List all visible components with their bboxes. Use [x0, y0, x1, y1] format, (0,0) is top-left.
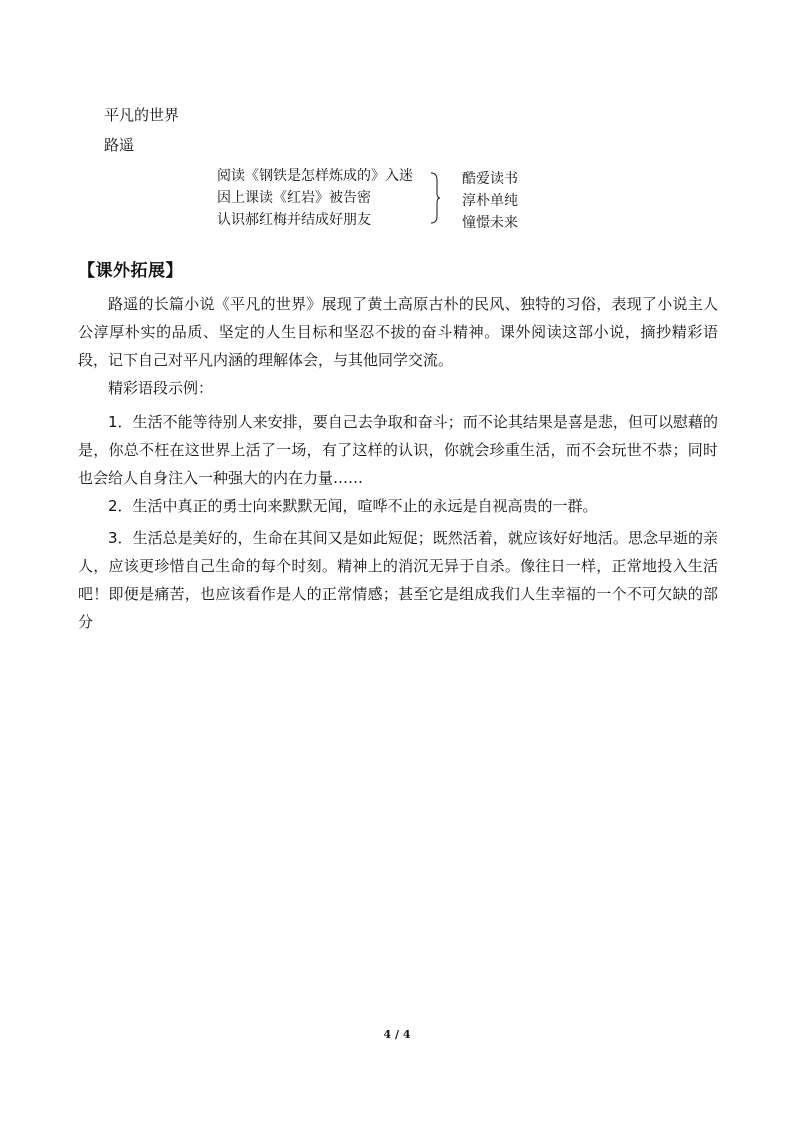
event-item: 阅读《钢铁是怎样炼成的》入迷: [217, 168, 413, 184]
right-brace-icon: [430, 172, 440, 224]
event-item: 认识郝红梅并结成好朋友: [217, 212, 371, 228]
trait-item: 酷爱读书: [462, 171, 518, 187]
trait-item: 憧憬未来: [462, 215, 518, 231]
section-heading: 【课外拓展】: [78, 261, 183, 281]
trait-item: 淳朴单纯: [462, 193, 518, 209]
intro-paragraph: 路遥的长篇小说《平凡的世界》展现了黄土高原古朴的民风、独特的习俗，表现了小说主人公淳厚朴实的品质、坚定的人生目标和坚忍不拔的奋斗精神。课外阅读这部小说，摘抄精彩语段，记下自己对平凡内涵的理解体会，与其他同学交流。: [78, 295, 718, 369]
example-paragraph: 2．生活中真正的勇士向来默默无闻，喧哗不止的永远是自视高贵的一群。: [108, 497, 598, 515]
examples-label: 精彩语段示例：: [108, 379, 214, 397]
book-title: 平凡的世界: [104, 106, 180, 124]
example-paragraph: 1．生活不能等待别人来安排，要自己去争取和奋斗；而不论其结果是喜是悲，但可以慰藉的是，你总不枉在这世界上活了一场，有了这样的认识，你就会珍重生活，而不会玩世不恭；同时也会给人自身注入一种强大的内在力量……: [78, 413, 718, 487]
example-paragraph: 3．生活总是美好的，生命在其间又是如此短促；既然活着，就应该好好地活。思念早逝的亲人，应该更珍惜自己生命的每个时刻。精神上的消沉无异于自杀。像往日一样，正常地投入生活吧！即便是痛苦，也应该看作是人的正常情感；甚至它是组成我们人生幸福的一个不可欠缺的部分: [78, 529, 718, 631]
author-name: 路遥: [104, 136, 135, 154]
event-item: 因上课读《红岩》被告密: [217, 190, 371, 206]
page-number: 4 / 4: [383, 1028, 411, 1041]
